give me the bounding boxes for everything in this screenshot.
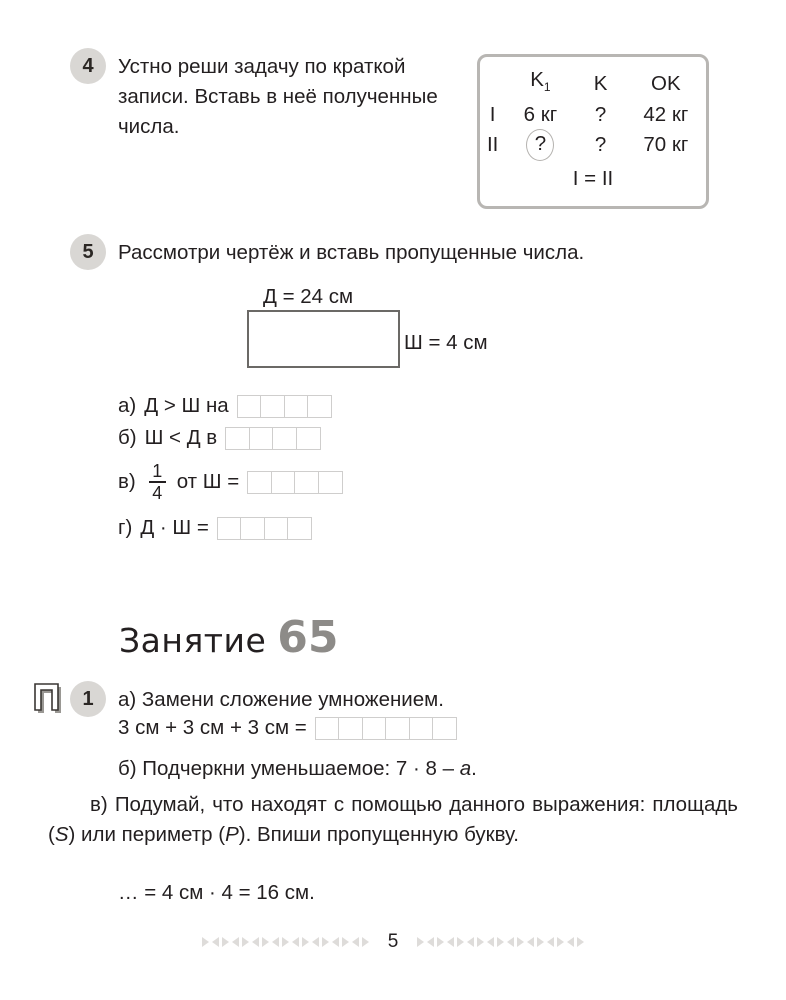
answer-cell[interactable] (247, 471, 272, 494)
ornament-triangle (322, 937, 329, 947)
answer-cell[interactable] (318, 471, 343, 494)
ornament-triangle (567, 937, 574, 947)
row-1-k: ? (594, 103, 607, 127)
ornament-triangle (497, 937, 504, 947)
answer-cell[interactable] (225, 427, 250, 450)
page-footer (0, 928, 786, 956)
answer-cell[interactable] (296, 427, 321, 450)
answer-cell[interactable] (294, 471, 319, 494)
item-a-marker: а) (118, 394, 137, 417)
ornament-triangle (437, 937, 444, 947)
exercise-5-item-b (118, 425, 321, 451)
ornament-triangle (352, 937, 359, 947)
header-empty (480, 66, 505, 101)
ornament-triangle (537, 937, 544, 947)
row-1-k1: 6 кг (523, 103, 558, 127)
answer-cell[interactable] (217, 517, 242, 540)
item-b-answer-box[interactable] (225, 427, 321, 450)
row-2-label: II (486, 133, 499, 157)
table-footer-equation: I = II (572, 167, 614, 191)
row-2-k1 (505, 129, 575, 161)
row-2-k: ? (594, 133, 607, 157)
exercise-1-part-a-label: а) Замени сложение умножением. (118, 688, 444, 711)
fraction-one-quarter (149, 462, 166, 502)
ornament-triangle (312, 937, 319, 947)
header-k1 (505, 66, 575, 101)
ornament-triangle (282, 937, 289, 947)
exercise-1-part-b: б) Подчеркни уменьшаемое: 7 · 8 – a. (118, 757, 477, 780)
item-c-answer-box[interactable] (247, 471, 343, 494)
answer-cell[interactable] (272, 427, 297, 450)
ornament-triangle (222, 937, 229, 947)
ornament-triangle (272, 937, 279, 947)
ornament-triangle (557, 937, 564, 947)
exercise-badge-1: 1 (70, 681, 106, 717)
exercise-5-item-d (118, 515, 312, 541)
footer-ornament-left (202, 937, 369, 947)
exercise-badge-4: 4 (70, 48, 106, 84)
header-k1-letter: K (530, 68, 544, 91)
header-k1-subscript: 1 (543, 80, 551, 95)
ornament-triangle (302, 937, 309, 947)
variable-a: a (459, 757, 472, 780)
ornament-triangle (457, 937, 464, 947)
exercise-1-part-c: в) Подумай, что находят с помощью данного выражения: площадь (S) или периметр (P). Впиши пропущенную букву. (48, 793, 738, 846)
answer-cell[interactable] (284, 395, 309, 418)
item-b-expression: Ш < Д в (144, 426, 218, 449)
ornament-triangle (517, 937, 524, 947)
fraction-denominator: 4 (152, 482, 163, 503)
ornament-triangle (487, 937, 494, 947)
item-d-marker: г) (118, 516, 133, 539)
exercise-5-item-a (118, 393, 332, 419)
ornament-triangle (547, 937, 554, 947)
ornament-triangle (202, 937, 209, 947)
lesson-word: Занятие (119, 621, 267, 660)
footer-ornament-right (417, 937, 584, 947)
pi-letter-icon (31, 679, 67, 717)
ornament-triangle (242, 937, 249, 947)
ornament-triangle (427, 937, 434, 947)
row-2-ok: 70 кг (643, 133, 689, 157)
answer-cell[interactable] (432, 717, 457, 740)
ornament-triangle (577, 937, 584, 947)
lesson-number: 65 (277, 612, 339, 663)
header-ok: OK (651, 71, 681, 95)
answer-cell[interactable] (362, 717, 387, 740)
row-1-ok: 42 кг (643, 103, 689, 127)
short-note-table (480, 66, 706, 193)
ornament-triangle (342, 937, 349, 947)
page-number: 5 (387, 931, 399, 952)
item-c-marker: в) (118, 470, 136, 493)
answer-cell[interactable] (315, 717, 340, 740)
lesson-heading (119, 612, 339, 663)
exercise-5-text: Рассмотри чертёж и вставь пропущенные числа. (118, 241, 585, 264)
variable-s: S (54, 823, 69, 846)
item-a-expression: Д > Ш на (144, 394, 229, 417)
item-a-answer-box[interactable] (237, 395, 333, 418)
answer-cell[interactable] (240, 517, 265, 540)
ornament-triangle (417, 937, 424, 947)
answer-cell[interactable] (271, 471, 296, 494)
ornament-triangle (467, 937, 474, 947)
figure-width-label: Ш = 4 см (404, 331, 488, 354)
header-k: K (593, 71, 608, 95)
ornament-triangle (212, 937, 219, 947)
rectangle-figure (247, 310, 400, 368)
ornament-triangle (252, 937, 259, 947)
fraction-numerator: 1 (152, 461, 163, 482)
answer-cell[interactable] (260, 395, 285, 418)
ornament-triangle (332, 937, 339, 947)
variable-p: P (225, 823, 239, 846)
ornament-triangle (477, 937, 484, 947)
table-header-row (480, 66, 706, 101)
answer-cell[interactable] (307, 395, 332, 418)
exercise-badge-5: 5 (70, 234, 106, 270)
short-note-table-card (477, 54, 709, 209)
exercise-4-text: Устно реши задачу по краткой записи. Вставь в неё полученные числа. (118, 55, 438, 138)
answer-cell[interactable] (338, 717, 363, 740)
ornament-triangle (292, 937, 299, 947)
ornament-triangle (362, 937, 369, 947)
ornament-triangle (232, 937, 239, 947)
part-a-expression: 3 см + 3 см + 3 см = (118, 716, 307, 739)
ornament-triangle (507, 937, 514, 947)
item-b-marker: б) (118, 426, 137, 449)
answer-cell[interactable] (237, 395, 262, 418)
answer-cell[interactable] (409, 717, 434, 740)
answer-cell[interactable] (385, 717, 410, 740)
exercise-1-part-a-expression-row (118, 715, 457, 741)
row-1-label: I (489, 103, 496, 127)
ornament-triangle (262, 937, 269, 947)
item-d-answer-box[interactable] (217, 517, 313, 540)
table-row (480, 129, 706, 161)
item-d-expression: Д · Ш = (140, 516, 209, 539)
answer-cell[interactable] (287, 517, 312, 540)
row-2-k1-circled-question: ? (526, 129, 554, 161)
figure-length-label: Д = 24 см (263, 285, 354, 308)
table-footer-row (480, 161, 706, 193)
answer-cell[interactable] (264, 517, 289, 540)
part-a-answer-box[interactable] (315, 717, 458, 740)
table-row (480, 101, 706, 129)
exercise-1-part-c-formula: … = 4 см · 4 = 16 см. (118, 881, 315, 904)
item-c-expression: от Ш = (176, 470, 240, 493)
ornament-triangle (527, 937, 534, 947)
ornament-triangle (447, 937, 454, 947)
exercise-5-item-c (118, 462, 343, 502)
answer-cell[interactable] (249, 427, 274, 450)
